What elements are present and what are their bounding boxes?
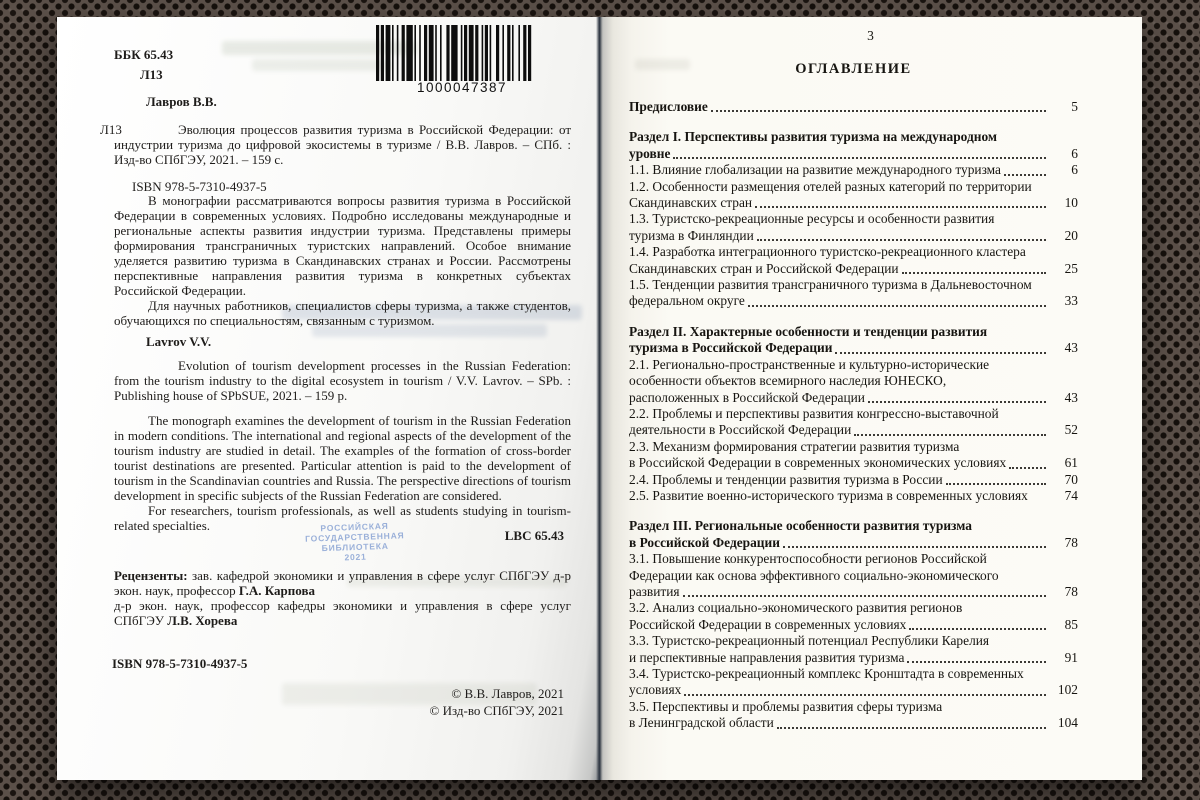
dot-leader <box>777 727 1046 729</box>
toc-list <box>629 99 1078 732</box>
toc-line: Федерации как основа эффективного социально-экономического <box>629 567 999 583</box>
reviewer-2-name: Л.В. Хорева <box>167 613 238 628</box>
copyright-block <box>314 685 564 719</box>
right-page <box>599 17 1142 780</box>
toc-line: 3.3. Туристско-рекреационный потенциал Республики Карелия <box>629 633 990 649</box>
toc-line: уровне <box>629 145 671 161</box>
toc-entry <box>629 518 1078 551</box>
open-book <box>57 17 1142 780</box>
toc-entry <box>629 129 1078 162</box>
barcode <box>374 25 550 95</box>
toc-entry <box>629 406 1078 439</box>
toc-line: 1.4. Разработка интеграционного туристско-рекреационного кластера <box>629 244 1026 260</box>
stamp-line: 2021 <box>344 551 367 563</box>
bibliographic-citation-en <box>114 358 571 403</box>
toc-entry <box>629 99 1078 115</box>
dot-leader <box>783 546 1046 548</box>
toc-line: 2.4. Проблемы и тенденции развития туризма в России <box>629 471 943 487</box>
toc-page-number: 61 <box>1064 455 1078 471</box>
citation-text-ru: Эволюция процессов развития туризма в Российской Федерации: от индустрии туризма до цифровой экосистемы в туризме / В.В. Лавров. – СПб. : Изд-во СПбГЭУ, 2021. – 159 с. <box>114 122 571 167</box>
toc-entry <box>629 439 1078 472</box>
toc-entry <box>629 633 1078 666</box>
toc-line: 2.2. Проблемы и перспективы развития конгрессно-выставочной <box>629 405 999 421</box>
dot-leader <box>902 272 1046 274</box>
dot-leader <box>683 595 1046 597</box>
citation-code: Л13 <box>100 122 122 137</box>
toc-line: 3.5. Перспективы и проблемы развития сферы туризма <box>629 698 943 714</box>
annotation-ru-paragraph: В монографии рассматриваются вопросы развития туризма в Российской Федерации в современных условиях. Подробно исследованы международные и региональные аспекты развития индустрии туризма. Представлены примеры формирования трансграничных туристских направлений. Особое внимание уделяется развитию туризма в Скандинавских странах и России. Рассмотрены перспективные направления развития туризма в конкретных субъектах Российской Федерации. <box>114 193 571 298</box>
toc-page-number: 78 <box>1064 583 1078 599</box>
toc-line: в Ленинградской области <box>629 715 774 731</box>
toc-page-number: 5 <box>1071 99 1078 114</box>
toc-line: 2.3. Механизм формирования стратегии развития туризма <box>629 438 960 454</box>
bbk-classification <box>114 45 173 85</box>
dot-leader <box>946 483 1046 485</box>
toc-page-number: 20 <box>1064 227 1078 243</box>
toc-page-number: 43 <box>1064 389 1078 405</box>
toc-entry <box>629 244 1078 277</box>
toc-line: и перспективные направления развития туризма <box>629 649 905 665</box>
reviewers-label: Рецензенты: <box>114 568 188 583</box>
toc-entry <box>629 324 1078 357</box>
bbk-code: Л13 <box>140 67 163 82</box>
citation-text-en: Evolution of tourism development processes in the Russian Federation: from the tourism industry to the digital ecosystem in tourism / V.V. Lavrov. – SPb. : Publishing house of SPbSUE, 2021. – 159 p. <box>114 358 571 403</box>
toc-line: 1.5. Тенденции развития трансграничного туризма в Дальневосточном <box>629 277 1032 293</box>
toc-entry <box>629 472 1078 488</box>
toc-entry <box>629 162 1078 178</box>
toc-line: Скандинавских стран и Российской Федерации <box>629 260 899 276</box>
dot-leader <box>907 661 1046 663</box>
toc-line: в Российской Федерации <box>629 534 780 550</box>
isbn-top: ISBN 978-5-7310-4937-5 <box>132 179 267 194</box>
toc-line: в Российской Федерации в современных экономических условиях <box>629 455 1007 471</box>
toc-page-number: 10 <box>1064 195 1078 211</box>
toc-line: 2.5. Развитие военно-исторического туризма в современных условиях <box>629 487 1028 503</box>
toc-entry <box>629 277 1078 310</box>
dot-leader <box>909 628 1046 630</box>
toc-entry <box>629 600 1078 633</box>
toc-line: Предисловие <box>629 99 708 114</box>
toc-line: 2.1. Регионально-пространственные и культурно-исторические <box>629 356 990 372</box>
annotation-ru-audience: Для научных работников, специалистов сферы туризма, а также студентов, обучающихся по специальностям, связанным с туризмом. <box>114 298 571 328</box>
dot-leader <box>757 239 1046 241</box>
reviewer-1: Рецензенты: зав. кафедрой экономики и управления в сфере услуг СПбГЭУ д-р экон. наук, профессор Г.А. Карпова <box>114 568 571 598</box>
toc-line: расположенных в Российской Федерации <box>629 389 865 405</box>
toc-page-number: 52 <box>1064 422 1078 438</box>
toc-line: 3.1. Повышение конкурентоспособности регионов Российской <box>629 551 987 567</box>
bbk-label: ББК 65.43 <box>114 47 174 62</box>
toc-line: 1.2. Особенности размещения отелей разных категорий по территории <box>629 178 1032 194</box>
toc-line: Раздел III. Региональные особенности развития туризма <box>629 518 972 534</box>
toc-entry <box>629 179 1078 212</box>
toc-line: федеральном округе <box>629 293 745 309</box>
toc-page-number: 78 <box>1064 534 1078 550</box>
dot-leader <box>835 352 1046 354</box>
dot-leader <box>711 110 1046 112</box>
toc-line: особенности объектов всемирного наследия ЮНЕСКО, <box>629 373 947 389</box>
toc-line: 3.2. Анализ социально-экономического развития регионов <box>629 600 963 616</box>
toc-line: условиях <box>629 682 682 698</box>
dot-leader <box>673 157 1046 159</box>
toc-page-number: 104 <box>1057 715 1078 731</box>
stamp-line: БИБЛИОТЕКА <box>321 540 389 554</box>
toc-entry <box>629 488 1078 504</box>
toc-page-number: 70 <box>1064 471 1078 487</box>
toc-page-number: 74 <box>1064 487 1078 503</box>
toc-line: туризма в Российской Федерации <box>629 340 833 356</box>
author-name-en: Lavrov V.V. <box>146 334 212 349</box>
dot-leader <box>755 206 1046 208</box>
toc-page-number: 43 <box>1064 340 1078 356</box>
reviewers-block <box>114 568 571 628</box>
barcode-bars <box>374 25 550 81</box>
toc-line: 1.1. Влияние глобализации на развитие международного туризма <box>629 162 1001 178</box>
toc-page-number: 6 <box>1071 145 1078 161</box>
left-page <box>57 17 599 780</box>
toc-line: 3.4. Туристско-рекреационный комплекс Кронштадта в современных <box>629 666 1024 681</box>
dot-leader <box>868 401 1046 403</box>
toc-line: Скандинавских стран <box>629 195 753 211</box>
isbn-bottom: ISBN 978-5-7310-4937-5 <box>112 656 248 671</box>
toc-page-number: 6 <box>1071 162 1078 178</box>
annotation-ru <box>114 193 571 328</box>
toc-entry <box>629 357 1078 406</box>
toc-line: деятельности в Российской Федерации <box>629 422 852 438</box>
page-number: 3 <box>867 28 874 43</box>
toc-page-number: 85 <box>1064 616 1078 632</box>
annotation-en-audience: For researchers, tourism professionals, as well as students studying in tourism-related specialties. <box>114 503 571 533</box>
copyright-line: © В.В. Лавров, 2021 <box>451 686 564 701</box>
toc-page-number: 91 <box>1064 649 1078 665</box>
toc-line: Раздел I. Перспективы развития туризма на международном <box>629 129 998 145</box>
toc-line: Раздел II. Характерные особенности и тенденции развития <box>629 323 988 339</box>
toc-title: ОГЛАВЛЕНИЕ <box>795 61 912 77</box>
book-spine <box>596 17 602 780</box>
dot-leader <box>1004 174 1046 176</box>
toc-entry <box>629 666 1078 699</box>
toc-line: Российской Федерации в современных условиях <box>629 616 907 632</box>
dot-leader <box>684 694 1046 696</box>
ink-bleed-through <box>252 59 392 71</box>
bibliographic-citation-ru <box>100 122 571 167</box>
stamp-line: ГОСУДАРСТВЕННАЯ <box>305 530 405 544</box>
copyright-line: © Изд-во СПбГЭУ, 2021 <box>429 703 564 718</box>
author-name-ru: Лавров В.В. <box>146 94 217 109</box>
dot-leader <box>854 434 1046 436</box>
dot-leader <box>1009 467 1046 469</box>
toc-line: туризма в Финляндии <box>629 227 754 243</box>
lbc-classification: LBC 65.43 <box>504 528 564 543</box>
annotation-en-paragraph: The monograph examines the development of tourism in the Russian Federation in modern conditions. The international and regional aspects of the development of the tourism industry are studied in detail. The examples of the formation of cross-border tourist destinations are presented. Particular attention is paid to the development of tourism in the Scandinavian countries and Russia. The perspective directions of tourism development in specific subjects of the Russian Federation are considered. <box>114 413 571 503</box>
toc-page-number: 102 <box>1057 682 1078 698</box>
toc-entry <box>629 551 1078 600</box>
reviewer-2: д-р экон. наук, профессор кафедры экономики и управления в сфере услуг СПбГЭУ Л.В. Хорева <box>114 598 571 628</box>
barcode-number: 1000047387 <box>416 80 508 95</box>
toc-entry <box>629 699 1078 732</box>
toc-page-number: 33 <box>1064 293 1078 309</box>
dot-leader <box>748 305 1046 307</box>
annotation-en <box>114 413 571 533</box>
toc-page-number: 25 <box>1064 260 1078 276</box>
toc-line: 1.3. Туристско-рекреационные ресурсы и особенности развития <box>629 211 995 227</box>
toc-entry <box>629 211 1078 244</box>
toc-line: развития <box>629 583 680 599</box>
library-stamp <box>269 519 440 565</box>
stamp-line: РОССИЙСКАЯ <box>320 520 389 534</box>
reviewer-1-name: Г.А. Карпова <box>238 583 315 598</box>
